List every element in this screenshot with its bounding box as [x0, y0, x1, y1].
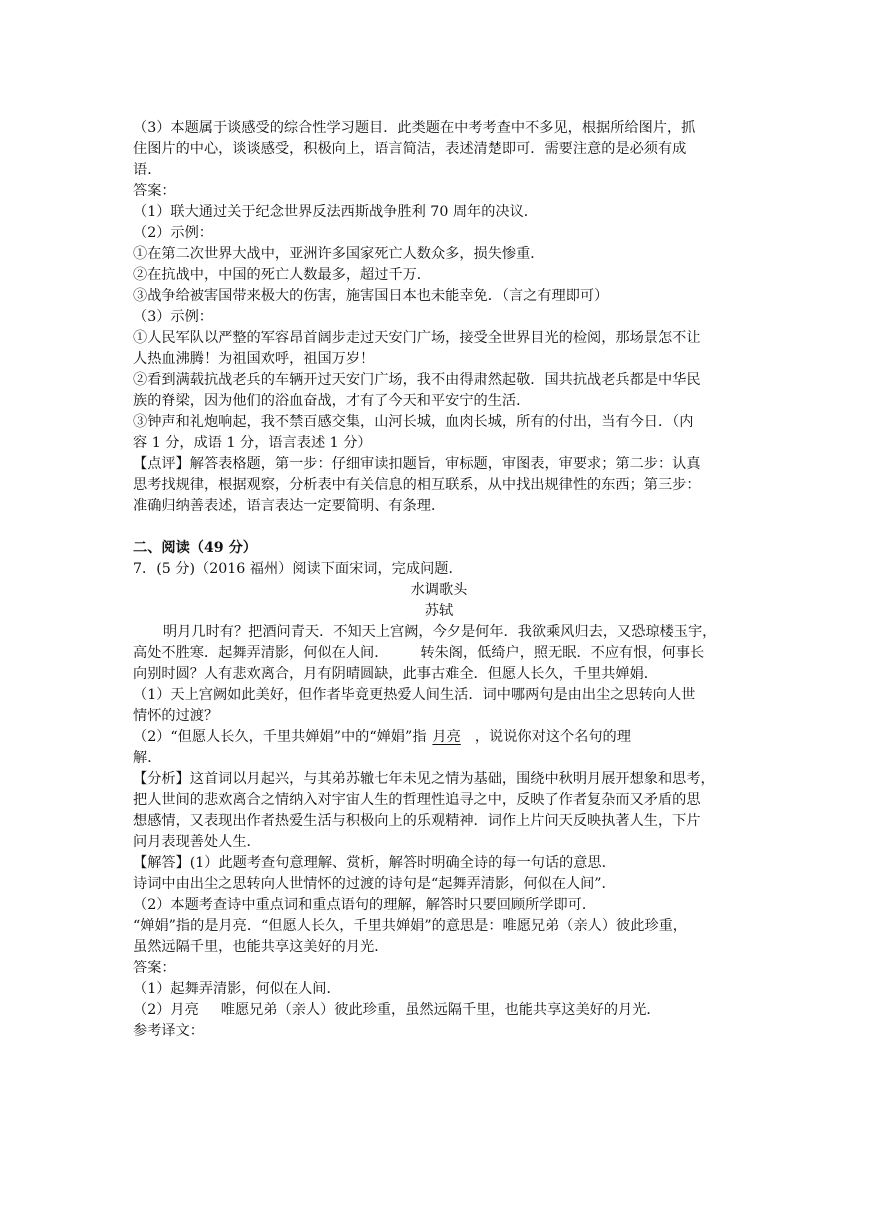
- answer-2-item: ①在第二次世界大战中，亚洲许多国家死亡人数众多，损失惨重．: [133, 246, 545, 262]
- question-1-line: （1）天上宫阙如此美好，但作者毕竟更热爱人间生活．词中哪两句是由出尘之思转向人世: [133, 687, 696, 703]
- solution-line: 虽然远隔千里，也能共享这美好的月光．: [133, 939, 389, 955]
- fill-blank-answer: 月亮: [432, 729, 461, 745]
- question-2-line: 解．: [133, 750, 162, 766]
- answer-2-heading: （2）示例：: [133, 225, 213, 241]
- solution-line: 诗词中由出尘之思转向人世情怀的过渡的诗句是“起舞弄清影，何似在人间”．: [133, 876, 616, 892]
- q3-note-line: 住图片的中心，谈谈感受，积极向上，语言简洁，表述清楚即可．需要注意的是必须有成: [133, 141, 687, 157]
- answer-3-item: ③钟声和礼炮响起，我不禁百感交集，山河长城，血肉长城，所有的付出，当有今日．（内: [133, 414, 694, 430]
- answer-line: （1）起舞弄清影，何似在人间．: [133, 981, 341, 997]
- analysis-line: 问月表现善处人生．: [133, 834, 261, 850]
- poem-line-part: 转朱阁，低绮户，照无眠．不应有恨，何事长: [420, 645, 705, 661]
- answer-3-item: ②看到满载抗战老兵的车辆开过天安门广场，我不由得肃然起敬．国共抗战老兵都是中华民: [133, 372, 701, 388]
- answer-2-item: ③战争给被害国带来极大的伤害，施害国日本也未能幸免．（言之有理即可）: [133, 288, 609, 304]
- q3-note-line: 语．: [133, 162, 162, 178]
- comment-line: 思考找规律，根据观察，分析表中有关信息的相互联系，从中找出规律性的东西；第三步：: [133, 477, 701, 493]
- question-1-line: 情怀的过渡？: [133, 708, 219, 724]
- poem-line: 向别时圆？人有悲欢离合，月有阴晴圆缺，此事古难全．但愿人长久，千里共婵娟．: [133, 666, 658, 682]
- answer-3-item: ①人民军队以严整的军容昂首阔步走过天安门广场，接受全世界目光的检阅，那场景怎不让: [133, 330, 701, 346]
- section-spacer: [133, 517, 745, 538]
- analysis-line: 把人世间的悲欢离合之情纳入对宇宙人生的哲理性追寻之中，反映了作者复杂而又矛盾的思: [133, 792, 701, 808]
- poem-line: [133, 643, 745, 664]
- answer-label: 答案：: [133, 960, 176, 976]
- answer-3-item: 族的脊梁，因为他们的浴血奋战，才有了今天和平安宁的生活．: [133, 393, 531, 409]
- section-heading: 二、阅读（49 分）: [133, 540, 257, 556]
- q3-note-line: （3）本题属于谈感受的综合性学习题目．此类题在中考考查中不多见，根据所给图片，抓: [133, 120, 696, 136]
- answer-2-item: ②在抗战中，中国的死亡人数最多，超过千万．: [133, 267, 431, 283]
- analysis-line: 想感情，又表现出作者热爱生活与积极向上的乐观精神．词作上片问天反映执著人生，下片: [133, 813, 701, 829]
- poem-line: 明月几时有？把酒问青天．不知天上宫阙，今夕是何年．我欲乘风归去，又恐琼楼玉宇，: [163, 624, 717, 640]
- answer-1: （1）联大通过关于纪念世界反法西斯战争胜利 70 周年的决议．: [133, 204, 538, 220]
- question-2-prefix: （2）“但愿人长久，千里共婵娟”中的“婵娟”指: [133, 729, 427, 745]
- question-2-suffix: ，说说你对这个名句的理: [474, 729, 631, 745]
- comment-line: 准确归纳善表述，语言表达一定要简明、有条理．: [133, 498, 446, 514]
- comment-line: 【点评】解答表格题，第一步：仔细审读扣题旨，审标题，审图表，审要求；第二步：认真: [133, 456, 701, 472]
- answer-3-item: 容 1 分，成语 1 分，语言表述 1 分）: [133, 435, 372, 451]
- question-2-line: [133, 727, 745, 748]
- analysis-line: 【分析】这首词以月起兴，与其弟苏辙七年未见之情为基础，围绕中秋明月展开想象和思考，: [133, 771, 715, 787]
- document-page: [133, 118, 745, 1042]
- answer-3-heading: （3）示例：: [133, 309, 213, 325]
- solution-line: （2）本题考查诗中重点词和重点语句的理解，解答时只要回顾所学即可．: [133, 897, 597, 913]
- question-7-intro: 7．(5 分)（2016 福州）阅读下面宋词，完成问题．: [133, 561, 463, 577]
- answer-3-item: 人热血沸腾！为祖国欢呼，祖国万岁！: [133, 351, 375, 367]
- answer-label: 答案：: [133, 183, 176, 199]
- translation-label: 参考译文：: [133, 1023, 204, 1039]
- poem-title: 水调歌头: [410, 582, 468, 598]
- answer-part: 唯愿兄弟（亲人）彼此珍重，虽然远隔千里，也能共享这美好的月光．: [220, 1002, 661, 1018]
- answer-line: [133, 1000, 745, 1021]
- answer-part: （2）月亮: [133, 1002, 199, 1018]
- solution-line: 【解答】(1）此题考查句意理解、赏析，解答时明确全诗的每一句话的意思．: [133, 855, 616, 871]
- poem-author: 苏轼: [424, 603, 454, 619]
- solution-line: “婵娟”指的是月亮．“但愿人长久，千里共婵娟”的意思是：唯愿兄弟（亲人）彼此珍重，: [133, 918, 687, 934]
- poem-line-part: 高处不胜寒．起舞弄清影，何似在人间．: [133, 645, 389, 661]
